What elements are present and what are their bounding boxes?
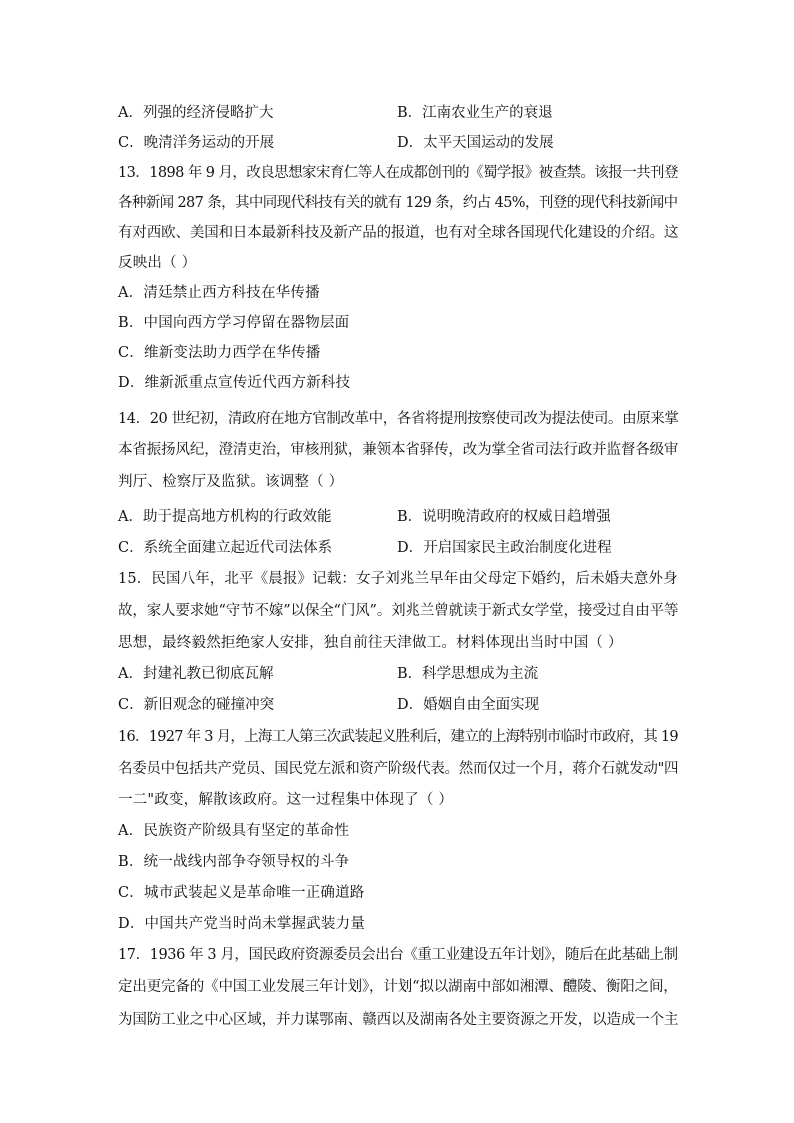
q14-stem-line-3: 判厅、检察厅及监狱。该调整（ ）	[118, 474, 344, 490]
q13-option-b: B．中国向西方学习停留在器物层面	[118, 315, 350, 331]
q15-options-row-1	[118, 664, 678, 684]
q12-options-row-1	[118, 103, 678, 123]
q15-stem-line-1: 15．民国八年，北平《晨报》记载：女子刘兆兰早年由父母定下婚约，后未婚夫意外身	[118, 571, 678, 587]
q13-stem-line-3: 有对西欧、美国和日本最新科技及新产品的报道，也有对全球各国现代化建设的介绍。这	[118, 225, 679, 241]
q14-option-a: A．助于提高地方机构的行政效能	[118, 509, 332, 525]
q14-option-c: C．系统全面建立起近代司法体系	[118, 540, 333, 556]
q15-option-a: A．封建礼教已彻底瓦解	[118, 666, 274, 682]
q14-option-d: D．开启国家民主政治制度化进程	[397, 540, 612, 556]
q17-stem-line-2: 定出更完备的《中国工业发展三年计划》，计划“拟以湖南中部如湘潭、醴陵、衡阳之间，	[118, 979, 678, 995]
q16-stem-line-3: 一二"政变，解散该政府。这一过程集中体现了（ ）	[118, 792, 454, 808]
q15-option-c: C．新旧观念的碰撞冲突	[118, 697, 275, 713]
q17-stem-line-1: 17．1936 年 3 月，国民政府资源委员会出台《重工业建设五年计划》，随后在此基础上制	[118, 947, 678, 963]
q16-option-a: A．民族资产阶级具有坚定的革命性	[118, 823, 350, 839]
q15-options-row-2	[118, 695, 678, 715]
q14-stem-line-2: 本省振扬风纪，澄清吏治，审核刑狱，兼领本省驿传，改为掌全省司法行政并监督各级审	[118, 442, 679, 458]
q13-stem-line-1: 13．1898 年 9 月，改良思想家宋育仁等人在成都创刊的《蜀学报》被查禁。该报一共刊登	[118, 165, 678, 181]
q13-stem-line-4: 反映出（ ）	[118, 255, 197, 271]
q13-option-a: A．清廷禁止西方科技在华传播	[118, 285, 320, 301]
q16-stem-line-2: 名委员中包括共产党员、国民党左派和资产阶级代表。然而仅过一个月，蒋介石就发动"四	[118, 761, 679, 777]
q12-option-c: C．晚清洋务运动的开展	[118, 135, 275, 151]
q13-option-d: D．维新派重点宣传近代西方新科技	[118, 375, 351, 391]
q15-option-b: B．科学思想成为主流	[397, 666, 539, 682]
q12-option-a: A．列强的经济侵略扩大	[118, 105, 274, 121]
q14-option-b: B．说明晚清政府的权威日趋增强	[397, 509, 611, 525]
q16-stem-line-1: 16．1927 年 3 月，上海工人第三次武装起义胜利后，建立的上海特别市临时市政府，其 19	[118, 729, 678, 745]
q14-options-row-2	[118, 538, 678, 558]
q17-stem-line-3: 为国防工业之中心区域，并力谋鄂南、赣西以及湖南各处主要资源之开发，以造成一个主	[118, 1012, 679, 1028]
q15-stem-line-3: 思想，最终毅然拒绝家人安排，独自前往天津做工。材料体现出当时中国（ ）	[118, 635, 623, 651]
q15-stem-line-2: 故，家人要求她“守节不嫁”以保全“门风”。刘兆兰曾就读于新式女学堂，接受过自由平等	[118, 603, 679, 619]
q16-option-d: D．中国共产党当时尚未掌握武装力量	[118, 916, 366, 932]
q14-stem-line-1: 14．20 世纪初，清政府在地方官制改革中，各省将提刑按察使司改为提法使司。由原来掌	[118, 411, 679, 427]
q13-option-c: C．维新变法助力西学在华传播	[118, 345, 321, 361]
q16-option-b: B．统一战线内部争夺领导权的斗争	[118, 854, 350, 870]
q12-options-row-2	[118, 133, 678, 153]
q12-option-b: B．江南农业生产的衰退	[397, 105, 553, 121]
q15-option-d: D．婚姻自由全面实现	[397, 697, 540, 713]
q14-options-row-1	[118, 507, 678, 527]
q12-option-d: D．太平天国运动的发展	[397, 135, 554, 151]
q13-stem-line-2: 各种新闻 287 条，其中同现代科技有关的就有 129 条，约占 45%，刊登的现代科技新闻中	[118, 195, 678, 211]
q16-option-c: C．城市武装起义是革命唯一正确道路	[118, 885, 365, 901]
